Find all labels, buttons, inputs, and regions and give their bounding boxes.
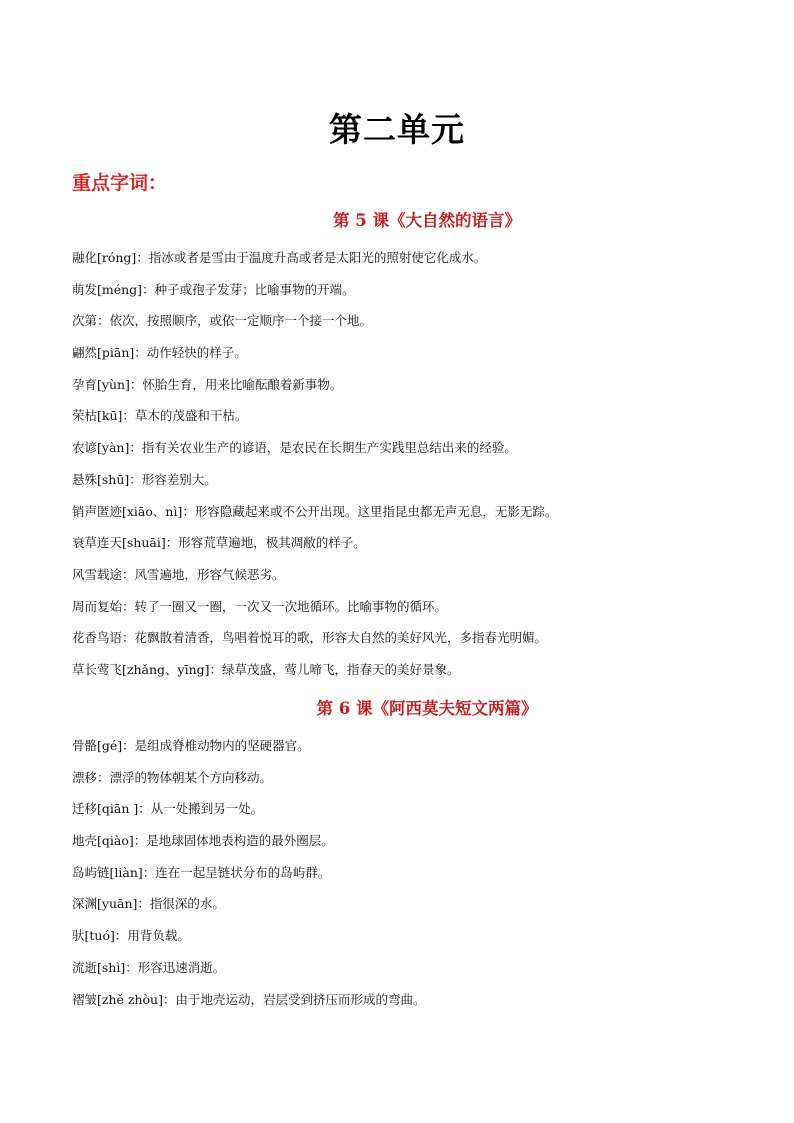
vocab-entry <box>72 769 732 801</box>
vocab-entry <box>72 281 732 313</box>
vocab-entry <box>72 344 732 376</box>
vocab-entry <box>72 407 732 439</box>
vocab-entry <box>72 566 732 598</box>
lesson-title: 第 5 课《大自然的语言》 <box>333 211 521 230</box>
page-title: 第二单元 <box>329 110 465 149</box>
vocab-word: 销声匿迹[xiāo、nì] <box>72 503 183 519</box>
vocab-entry <box>72 895 732 927</box>
lesson-title: 第 6 课《阿西莫夫短文两篇》 <box>316 699 538 718</box>
vocab-definition: ：依次，按照顺序，或依一定顺序一个接一个地。 <box>97 313 373 329</box>
vocab-word: 岛屿链[liàn] <box>72 864 143 880</box>
vocab-word: 融化[róng] <box>72 250 137 265</box>
vocab-entry <box>72 629 732 661</box>
vocab-word: 孕育[yùn] <box>72 376 130 392</box>
vocab-entry <box>72 661 732 693</box>
vocab-word: 衰草连天[shuāi] <box>72 535 166 551</box>
vocab-definition: ：转了一圈又一圈，一次又一次地循环。比喻事物的循环。 <box>122 598 448 614</box>
vocab-definition: ：动作轻快的样子。 <box>134 345 247 361</box>
vocab-word: 花香鸟语 <box>72 630 123 646</box>
vocab-entry <box>72 991 732 1023</box>
vocab-word: 骨骼[gé] <box>72 738 123 753</box>
vocab-definition: ：形容迅速消逝。 <box>125 959 226 975</box>
vocab-word: 风雪载途 <box>72 566 123 582</box>
vocab-entry <box>72 471 732 503</box>
vocab-word: 漂移 <box>72 769 98 785</box>
vocab-entry <box>72 927 732 959</box>
vocab-entry <box>72 249 732 281</box>
vocab-word: 次第 <box>72 313 98 329</box>
vocab-definition: ：风雪遍地，形容气候恶劣。 <box>122 566 285 582</box>
vocab-definition: ：绿草茂盛，莺儿啼飞，指春天的美好景象。 <box>209 661 460 677</box>
vocab-list <box>72 249 732 693</box>
vocab-entry <box>72 800 732 832</box>
vocab-word: 地壳[qiào] <box>72 833 134 849</box>
vocab-list <box>72 737 732 1022</box>
lesson-heading <box>0 209 794 233</box>
vocab-definition: ：怀胎生育，用来比喻酝酿着新事物。 <box>129 376 343 392</box>
vocab-word: 褶皱[zhě zhòu] <box>72 991 163 1007</box>
vocab-entry <box>72 864 732 896</box>
vocab-word: 深渊[yuān] <box>72 896 138 912</box>
vocab-word: 草长莺飞[zhǎng、yīng] <box>72 661 210 677</box>
vocab-definition: ：形容隐藏起来或不公开出现。这里指昆虫都无声无息，无影无踪。 <box>182 503 558 519</box>
vocab-definition: ：指有关农业生产的谚语，是农民在长期生产实践里总结出来的经验。 <box>129 440 517 456</box>
vocab-word: 荣枯[kū] <box>72 408 123 424</box>
vocab-word: 周而复始 <box>72 598 123 614</box>
vocab-definition: ：指冰或者是雪由于温度升高或者是太阳光的照射使它化成水。 <box>136 250 487 265</box>
vocab-entry <box>72 503 732 535</box>
lesson-heading <box>0 697 794 721</box>
vocab-definition: ：形容荒草遍地，极其凋敝的样子。 <box>165 535 366 551</box>
vocab-definition: ：种子或孢子发芽；比喻事物的开端。 <box>142 281 355 297</box>
vocab-word: 萌发[méng] <box>72 281 143 297</box>
vocab-word: 悬殊[shū] <box>72 471 130 487</box>
vocab-definition: ：草木的茂盛和干枯。 <box>122 408 248 424</box>
vocab-entry <box>72 376 732 408</box>
vocab-definition: ：是地球固体地表构造的最外圈层。 <box>133 833 334 849</box>
vocab-entry <box>72 439 732 471</box>
vocab-definition: ：从一处搬到另一处。 <box>138 801 264 817</box>
section-heading: 重点字词： <box>72 172 168 194</box>
vocab-definition: ：用背负载。 <box>114 928 190 944</box>
vocab-entry <box>72 737 732 769</box>
vocab-definition: ：指很深的水。 <box>137 896 225 912</box>
vocab-definition: ：花飘散着清香，鸟唱着悦耳的歌，形容大自然的美好风光，多指春光明媚。 <box>122 630 548 646</box>
vocab-entry <box>72 959 732 991</box>
vocab-definition: ：形容差别大。 <box>129 471 217 487</box>
vocab-word: 农谚[yàn] <box>72 440 130 456</box>
vocab-word: 流逝[shì] <box>72 959 126 975</box>
vocab-definition: ：由于地壳运动，岩层受到挤压而形成的弯曲。 <box>162 991 426 1007</box>
vocab-word: 驮[tuó] <box>72 928 115 944</box>
vocab-definition: ：是组成脊椎动物内的坚硬器官。 <box>122 738 310 753</box>
vocab-definition: ：连在一起呈链状分布的岛屿群。 <box>142 864 331 880</box>
vocab-word: 翩然[piān] <box>72 345 135 361</box>
vocab-entry <box>72 832 732 864</box>
vocab-definition: ：漂浮的物体朝某个方向移动。 <box>97 769 273 785</box>
vocab-entry <box>72 598 732 630</box>
vocab-entry <box>72 534 732 566</box>
vocab-word: 迁移[qiān ] <box>72 801 139 817</box>
vocab-entry <box>72 312 732 344</box>
